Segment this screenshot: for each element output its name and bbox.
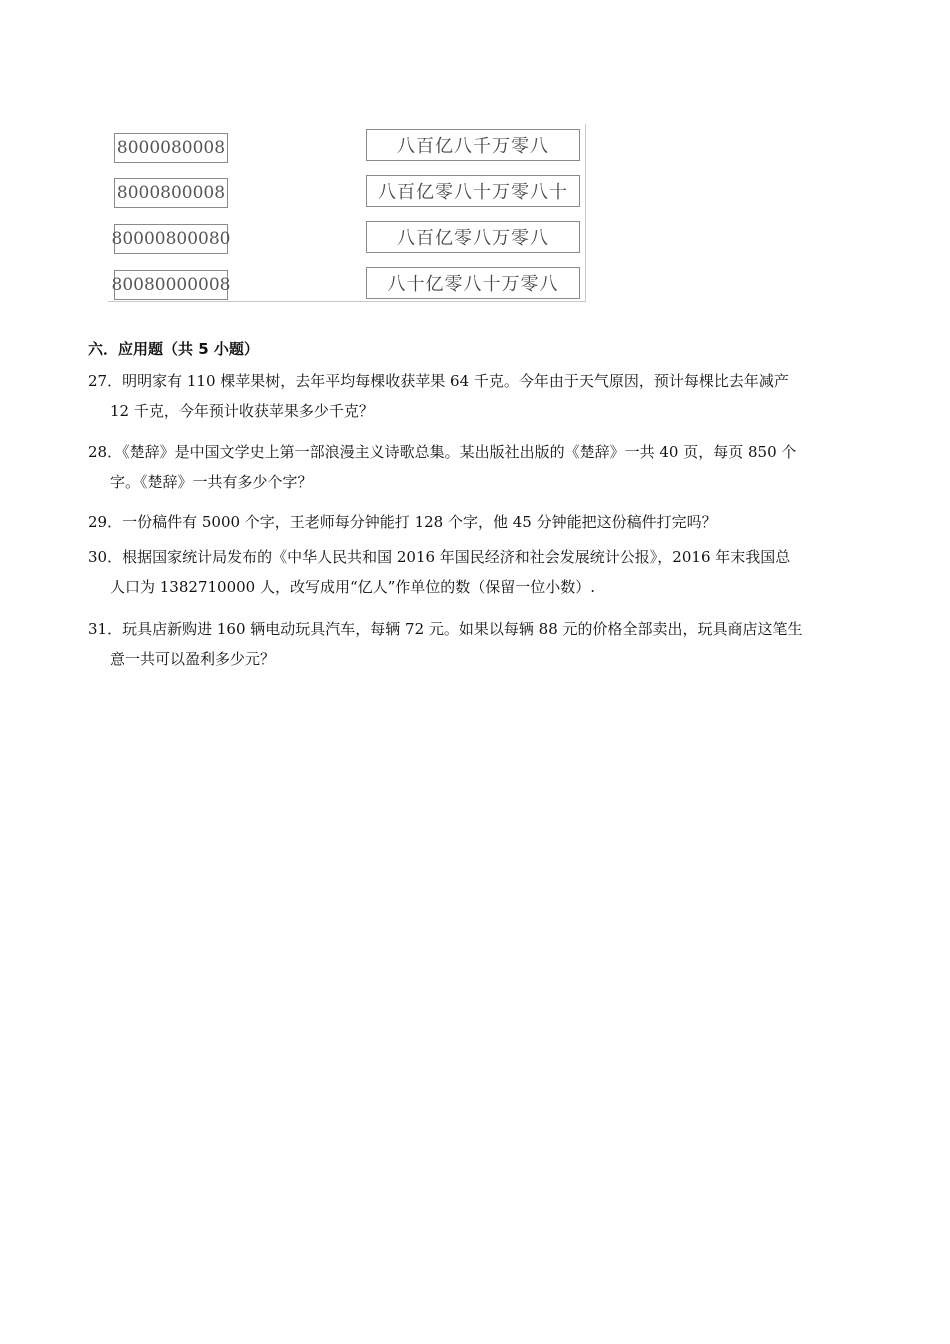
question-number: 28． <box>88 443 123 461</box>
question-text: 《楚辞》是中国文学史上第一部浪漫主义诗歌总集。某出版社出版的《楚辞》一共 40 页，每页 850 个 <box>122 443 797 461</box>
question-text-continued: 意一共可以盈利多少元？ <box>110 650 276 668</box>
question-30 <box>88 542 868 602</box>
question-text-continued: 人口为 1382710000 人，改写成用“亿人”作单位的数（保留一位小数）. <box>110 578 596 596</box>
word-box-1: 八百亿八千万零八 <box>366 129 580 161</box>
question-31 <box>88 614 868 674</box>
question-text-continued: 12 千克，今年预计收获苹果多少千克？ <box>110 402 374 420</box>
question-text: 一份稿件有 5000 个字，王老师每分钟能打 128 个字，他 45 分钟能把这份稿件打完吗？ <box>122 513 717 531</box>
question-28 <box>88 437 868 497</box>
question-text: 玩具店新购进 160 辆电动玩具汽车，每辆 72 元。如果以每辆 88 元的价格全部卖出，玩具商店这笔生 <box>122 620 803 638</box>
question-text-continued: 字。《楚辞》一共有多少个字？ <box>110 473 313 491</box>
question-29 <box>88 507 868 537</box>
question-text: 根据国家统计局发布的《中华人民共和国 2016 年国民经济和社会发展统计公报》，2016 年末我国总 <box>122 548 791 566</box>
word-box-2: 八百亿零八十万零八十 <box>366 175 580 207</box>
question-text: 明明家有 110 棵苹果树，去年平均每棵收获苹果 64 千克。今年由于天气原因，预计每棵比去年减产 <box>122 372 789 390</box>
question-27 <box>88 366 868 426</box>
number-box-1: 8000080008 <box>114 133 228 163</box>
number-box-2: 8000800008 <box>114 178 228 208</box>
question-number: 31． <box>88 620 123 638</box>
question-number: 30． <box>88 548 123 566</box>
question-number: 29． <box>88 513 123 531</box>
word-box-3: 八百亿零八万零八 <box>366 221 580 253</box>
question-number: 27． <box>88 372 123 390</box>
word-box-4: 八十亿零八十万零八 <box>366 267 580 299</box>
section-title: 六．应用题（共 5 小题） <box>88 340 259 358</box>
number-box-4: 80080000008 <box>114 270 228 300</box>
matching-figure <box>108 124 586 302</box>
number-box-3: 80000800080 <box>114 224 228 254</box>
